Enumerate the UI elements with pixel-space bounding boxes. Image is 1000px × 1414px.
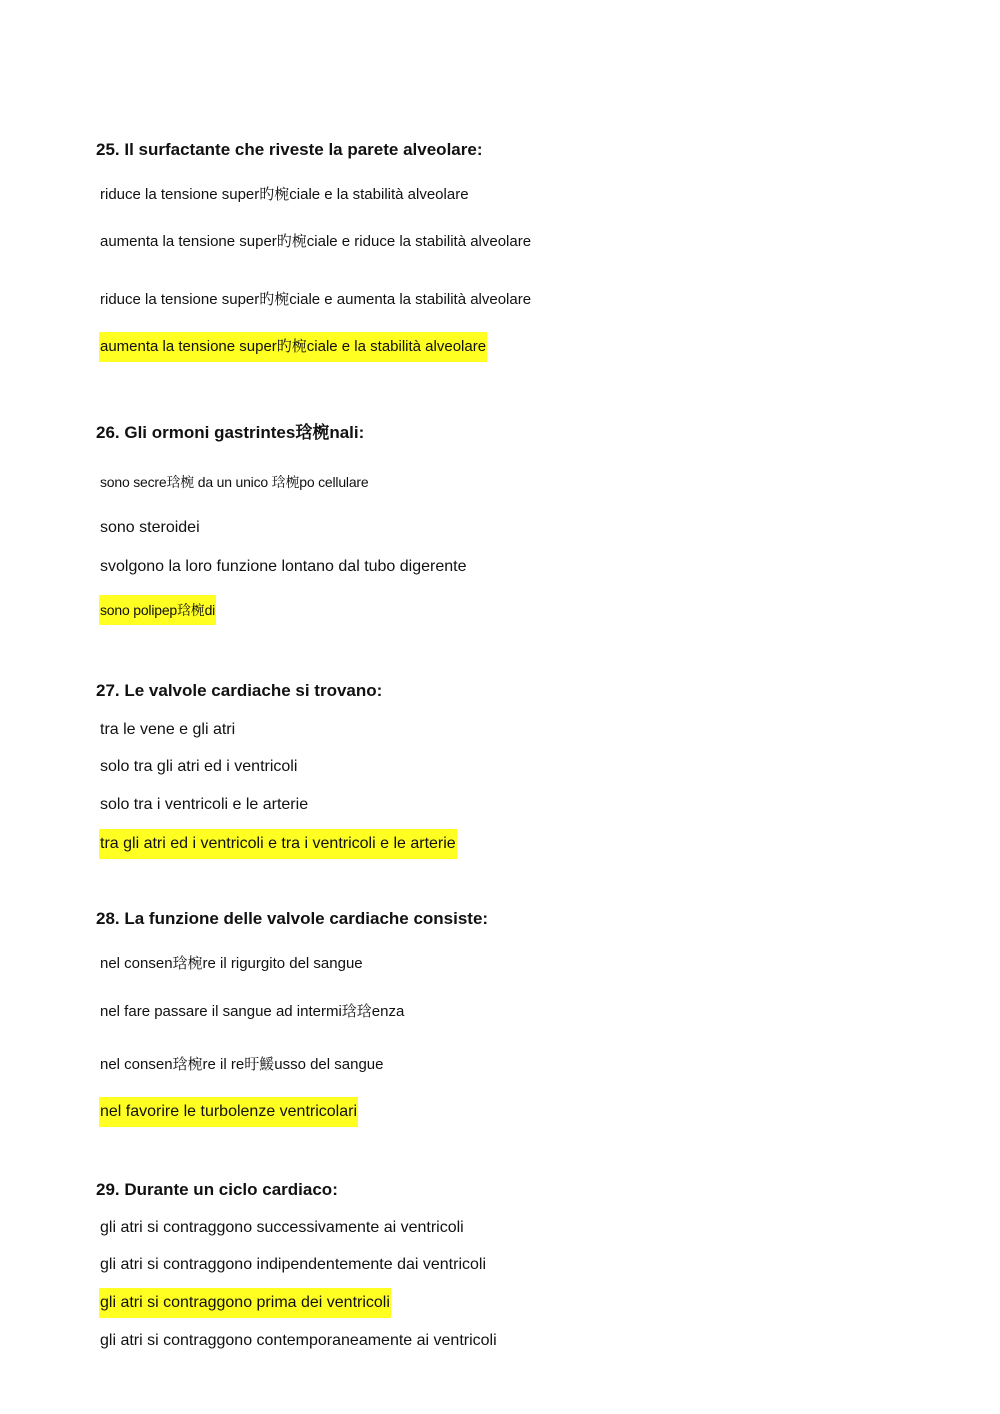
question-29-title: 29. Durante un ciclo cardiaco: (96, 1180, 338, 1199)
question-25-option-d-highlighted: aumenta la tensione super旳椀ciale e la stabilità alveolare (99, 332, 487, 362)
question-28-option-a: nel consen琀椀re il rigurgito del sangue (100, 955, 363, 972)
question-29-option-c-highlighted: gli atri si contraggono prima dei ventricoli (99, 1288, 391, 1318)
question-27-title: 27. Le valvole cardiache si trovano: (96, 681, 383, 700)
question-27-option-b: solo tra gli atri ed i ventricoli (100, 758, 298, 775)
question-27-option-d-highlighted: tra gli atri ed i ventricoli e tra i ventricoli e le arterie (99, 829, 457, 859)
question-25-title: 25. Il surfactante che riveste la parete alveolare: (96, 140, 483, 159)
question-26-option-d-highlighted: sono polipep琀椀di (99, 595, 216, 625)
question-26-option-a: sono secre琀椀 da un unico 琀椀po cellulare (100, 474, 369, 490)
question-28-option-c: nel consen琀椀re il re旴鰀usso del sangue (100, 1056, 384, 1073)
question-29-option-b: gli atri si contraggono indipendentemente dai ventricoli (100, 1256, 487, 1273)
question-25-option-b: aumenta la tensione super旳椀ciale e riduce la stabilità alveolare (100, 233, 532, 250)
question-28-option-b: nel fare passare il sangue ad intermi琀琀enza (100, 1003, 405, 1020)
question-28-option-d-highlighted: nel favorire le turbolenze ventricolari (99, 1097, 358, 1127)
question-28-title: 28. La funzione delle valvole cardiache consiste: (96, 909, 489, 928)
question-29-option-a: gli atri si contraggono successivamente ai ventricoli (100, 1219, 464, 1236)
question-26-option-b: sono steroidei (100, 519, 200, 536)
question-27-option-a: tra le vene e gli atri (100, 721, 236, 738)
question-27-option-c: solo tra i ventricoli e le arterie (100, 796, 309, 813)
question-26-option-c: svolgono la loro funzione lontano dal tubo digerente (100, 558, 467, 575)
question-25-option-c: riduce la tensione super旳椀ciale e aumenta la stabilità alveolare (100, 291, 532, 308)
question-29-option-d: gli atri si contraggono contemporaneamente ai ventricoli (100, 1332, 497, 1349)
question-26-title: 26. Gli ormoni gastrintes琀椀nali: (96, 423, 365, 442)
question-25-option-a: riduce la tensione super旳椀ciale e la stabilità alveolare (100, 186, 469, 203)
